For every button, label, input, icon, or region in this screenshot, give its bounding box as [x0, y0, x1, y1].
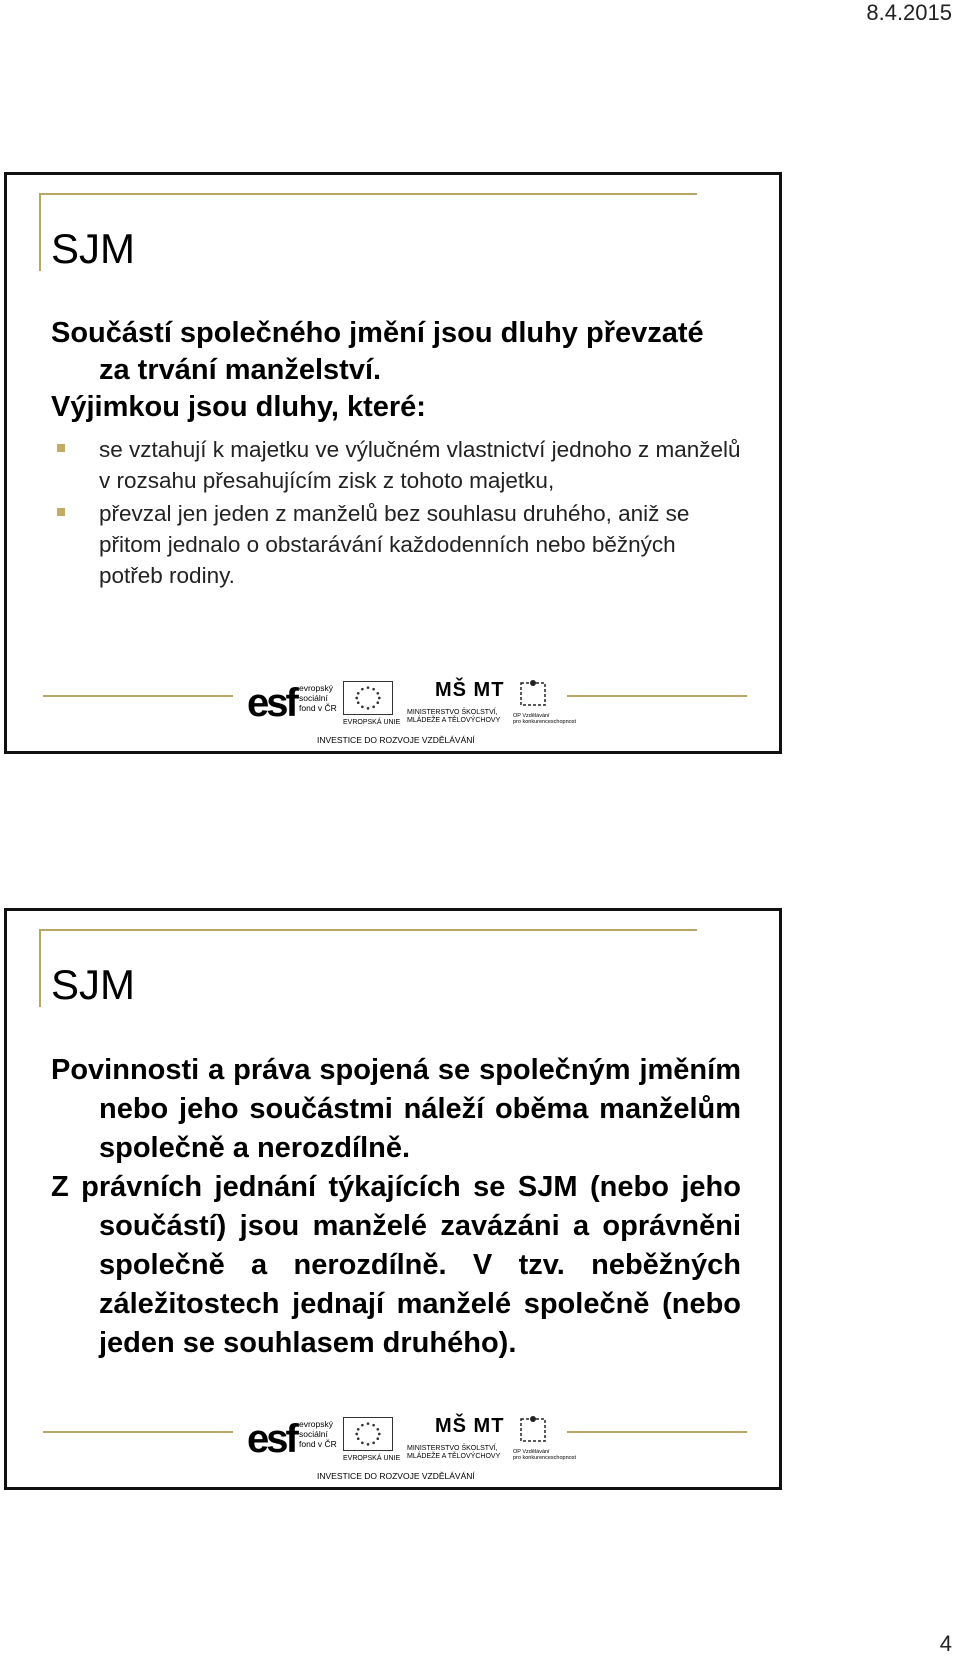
eu-logo	[343, 1417, 401, 1467]
esf-mark: esf	[247, 681, 296, 725]
obligations-paragraph: Povinnosti a práva spojená se společným jměním nebo jeho součástmi náleží oběma manželům společně a nerozdílně.	[51, 1054, 741, 1164]
exception-list	[51, 434, 741, 591]
footer-line-right	[567, 1431, 747, 1433]
eu-label: EVROPSKÁ UNIE	[343, 719, 401, 726]
list-item	[51, 434, 741, 496]
op-puzzle-icon	[513, 1415, 553, 1445]
investice-caption: INVESTICE DO ROZVOJE VZDĚLÁVÁNÍ	[317, 1471, 475, 1481]
slide-content	[51, 315, 741, 593]
footer-line-left	[43, 695, 233, 697]
op-logo	[513, 679, 576, 729]
op-label	[513, 1449, 576, 1461]
slide-title: SJM	[51, 225, 135, 272]
msmt-logo	[407, 679, 507, 729]
op-label	[513, 713, 576, 725]
msmt-line: MLÁDEŽE A TĚLOVÝCHOVY	[407, 717, 501, 724]
logo-strip	[247, 1415, 576, 1481]
esf-line: evropský	[299, 683, 334, 693]
msmt-logo	[407, 1415, 507, 1465]
slide-2	[4, 908, 782, 1490]
eu-flag-icon	[343, 681, 393, 715]
msmt-line: MINISTERSTVO ŠKOLSTVÍ,	[407, 1445, 498, 1452]
esf-logo	[247, 679, 337, 725]
list-item-text: převzal jen jeden z manželů bez souhlasu druhého, aniž se přitom jednalo o obstarávání každodenních nebo běžných potřeb rodiny.	[99, 501, 690, 588]
exception-heading: Výjimkou jsou dluhy, které:	[51, 391, 426, 423]
esf-mark: esf	[247, 1417, 296, 1461]
esf-line: evropský	[299, 1419, 334, 1429]
slide-title: SJM	[51, 961, 135, 1008]
esf-line: sociální	[299, 1429, 328, 1439]
list-item	[51, 498, 741, 591]
msmt-line: MINISTERSTVO ŠKOLSTVÍ,	[407, 709, 498, 716]
logo-strip	[247, 679, 576, 745]
eu-label: EVROPSKÁ UNIE	[343, 1455, 401, 1462]
eu-logo	[343, 681, 401, 731]
msmt-line: MLÁDEŽE A TĚLOVÝCHOVY	[407, 1453, 501, 1460]
eu-flag-icon	[343, 1417, 393, 1451]
frame-top-line	[39, 929, 697, 931]
legal-acts-paragraph: Z právních jednání týkajících se SJM (nebo jeho součástí) jsou manželé zavázáni a oprávněni společně a nerozdílně. V tzv. neběžných záležitostech jednají manželé společně (nebo jeden se souhlasem druhého).	[51, 1171, 741, 1359]
square-bullet-icon	[57, 508, 65, 516]
slide-content	[51, 1051, 741, 1363]
esf-line: fond v ČR	[299, 1439, 337, 1449]
esf-line: fond v ČR	[299, 703, 337, 713]
page-number: 4	[939, 1631, 952, 1656]
frame-left-line	[39, 929, 41, 1007]
esf-line: sociální	[299, 693, 328, 703]
esf-text	[299, 1419, 337, 1449]
intro-paragraph: Součástí společného jmění jsou dluhy převzaté za trvání manželství.	[51, 317, 704, 386]
msmt-mark: MŠ MT	[435, 679, 505, 701]
footer-line-right	[567, 695, 747, 697]
esf-logo	[247, 1415, 337, 1461]
op-puzzle-icon	[513, 679, 553, 709]
square-bullet-icon	[57, 444, 65, 452]
msmt-label	[407, 709, 500, 725]
op-line: pro konkurenceschopnost	[513, 719, 576, 725]
op-line: OP Vzdělávání	[513, 1449, 550, 1455]
frame-top-line	[39, 193, 697, 195]
op-line: OP Vzdělávání	[513, 713, 550, 719]
op-line: pro konkurenceschopnost	[513, 1455, 576, 1461]
frame-left-line	[39, 193, 41, 271]
page-date: 8.4.2015	[866, 0, 952, 25]
investice-caption: INVESTICE DO ROZVOJE VZDĚLÁVÁNÍ	[317, 735, 475, 745]
footer-line-left	[43, 1431, 233, 1433]
esf-text	[299, 683, 337, 713]
slide-1	[4, 172, 782, 754]
list-item-text: se vztahují k majetku ve výlučném vlastnictví jednoho z manželů v rozsahu přesahujícím zisk z tohoto majetku,	[99, 437, 741, 493]
msmt-label	[407, 1445, 500, 1461]
op-logo	[513, 1415, 576, 1465]
msmt-mark: MŠ MT	[435, 1415, 505, 1437]
